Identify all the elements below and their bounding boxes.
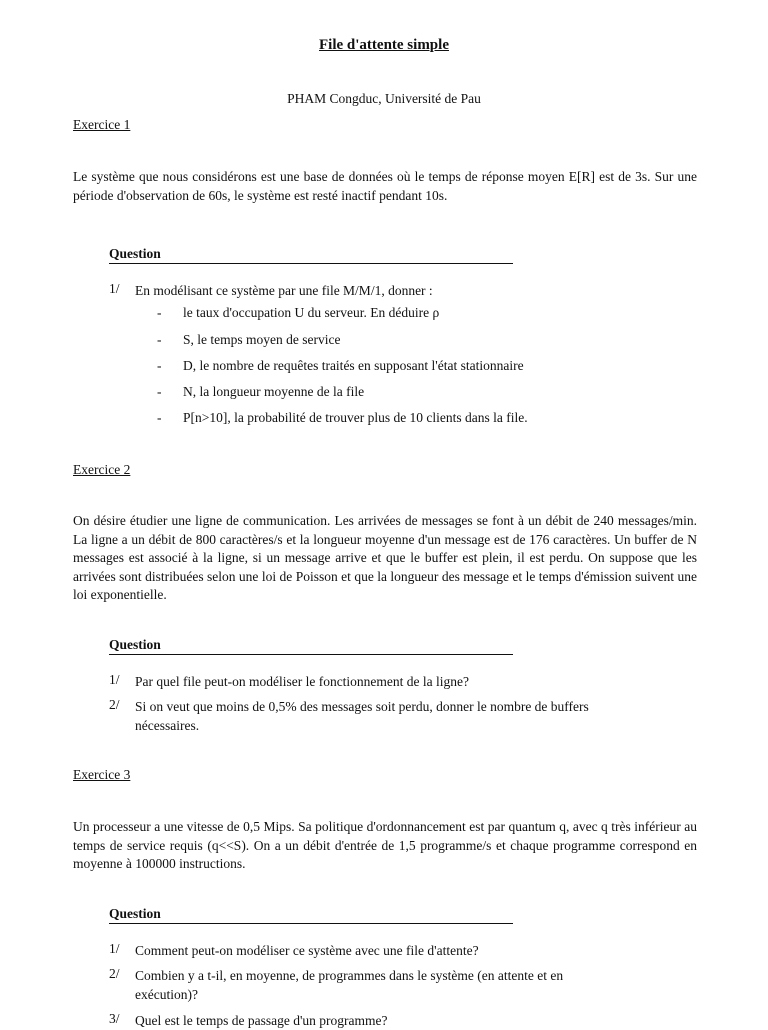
exercise-3-question-heading: Question [109,906,513,924]
bullet-item: le taux d'occupation U du serveur. En déduire ρ [183,305,440,320]
question-text: Par quel file peut-on modéliser le fonctionnement de la ligne? [135,674,470,689]
exercise-1-heading: Exercice 1 [73,117,131,132]
question-text: Quel est le temps de passage d'un programme? [135,1013,388,1028]
question-number: 2/ [109,966,120,981]
bullet-item: D, le nombre de requêtes traités en supposant l'état stationnaire [183,358,524,373]
exercise-1-text: Le système que nous considérons est une base de données où le temps de réponse moyen E[R] est de 3s. Sur une période d'observation de 60s, le système est resté inactif pendant 10s. [73,169,697,203]
bullet-dash: - [157,305,162,320]
question-number: 2/ [109,697,120,712]
bullet-item: S, le temps moyen de service [183,332,341,347]
bullet-dash: - [157,384,162,399]
question-text: Si on veut que moins de 0,5% des messages soit perdu, donner le nombre de buffers nécessaires. [135,699,589,733]
bullet-dash: - [157,358,162,373]
bullet-dash: - [157,410,162,425]
bullet-item: P[n>10], la probabilité de trouver plus de 10 clients dans la file. [183,410,528,425]
exercise-2-text: On désire étudier une ligne de communication. Les arrivées de messages se font à un débit de 240 messages/min. La ligne a un débit de 800 caractères/s et la longueur moyenne d'un message est de 176 caractères. Un buffer de N messages est associé à la ligne, si un message arrive et que le buffer est plein, il est perdu. On suppose que les arrivées sont distribuées selon une loi de Poisson et que la longueur des message et le temps d'émission suivent une loi exponentielle. [73,513,697,602]
question-number: 3/ [109,1011,120,1026]
exercise-2-heading: Exercice 2 [73,462,131,477]
bullet-item: N, la longueur moyenne de la file [183,384,365,399]
exercise-2-question-heading: Question [109,637,513,655]
question-text: Comment peut-on modéliser ce système avec une file d'attente? [135,943,479,958]
exercise-3-text: Un processeur a une vitesse de 0,5 Mips. Sa politique d'ordonnancement est par quantum q, avec q très inférieur au temps de service requis (q<<S). On a un débit d'entrée de 1,5 programme/s et chaque programme correspond en moyenne à 100000 instructions. [73,819,697,871]
exercise-1-question-heading: Question [109,246,513,264]
bullet-dash: - [157,332,162,347]
exercise-3-heading: Exercice 3 [73,767,131,782]
question-number: 1/ [109,281,120,296]
document-title: File d'attente simple [319,37,449,53]
question-text: En modélisant ce système par une file M/M/1, donner : [135,283,433,298]
question-number: 1/ [109,941,120,956]
question-number: 1/ [109,672,120,687]
question-text: Combien y a t-il, en moyenne, de programmes dans le système (en attente et en exécution)? [135,968,564,1002]
document-author: PHAM Congduc, Université de Pau [287,91,481,106]
